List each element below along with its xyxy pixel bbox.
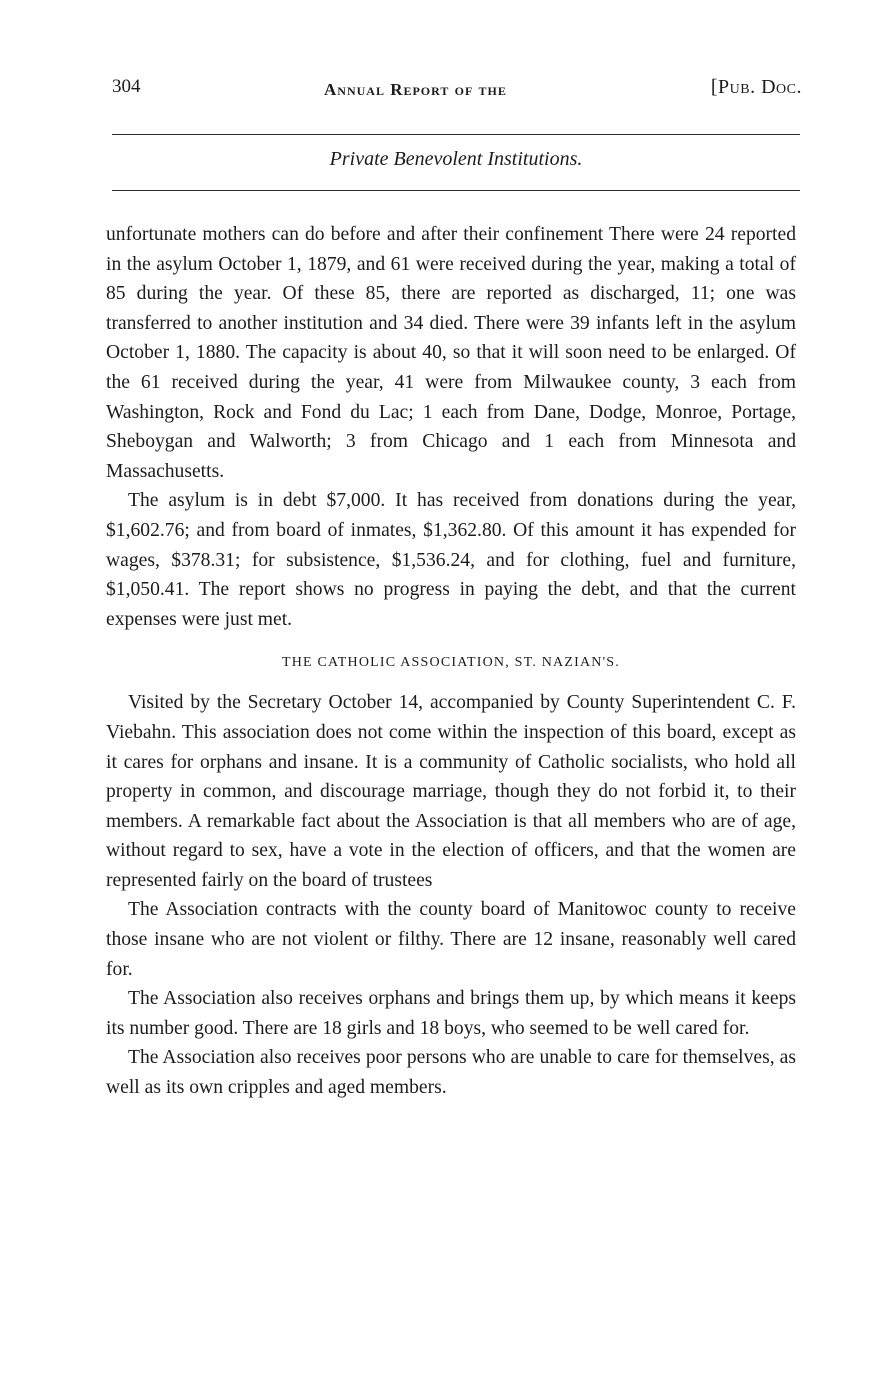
section-title: Private Benevolent Institutions.: [329, 148, 583, 170]
paragraph-asylum-finances: The asylum is in debt $7,000. It has received from donations during the year, $1,602.76; and from board of inmates, $1,362.80. Of this amount it has expended for wages, $378.31; for subsistence, $1,536.24, and for clothing, fuel and furniture, $1,050.41. The report shows no progress in paying the debt, and that the current expenses were just met.: [106, 490, 796, 630]
body-text: [106, 220, 796, 1103]
paragraph-catholic-association: Visited by the Secretary October 14, accompanied by County Superintendent C. F. Viebahn. This association does not come within the inspection of this board, except as it cares for orphans and insane. It is a community of Catholic socialists, who hold all property in common, and discourage marriage, though they do not forbid it, to their members. A remarkable fact about the Association is that all members who are of age, without regard to sex, have a vote in the election of officers, and that the women are represented fairly on the board of trustees: [106, 692, 796, 891]
paragraph-insane: The Association contracts with the county board of Manitowoc county to receive those insane who are not violent or filthy. There are 12 insane, reasonably well cared for.: [106, 899, 796, 980]
running-head: [112, 76, 802, 106]
paragraph-poor-persons: The Association also receives poor persons who are unable to care for themselves, as well as its own cripples and aged members.: [106, 1047, 796, 1099]
paragraph-orphans: The Association also receives orphans and brings them up, by which means it keeps its number good. There are 18 girls and 18 boys, who seemed to be well cared for.: [106, 988, 796, 1039]
page-number: 304: [112, 76, 141, 97]
document-type: [Pub. Doc.: [710, 76, 802, 98]
paragraph-continued: unfortunate mothers can do before and after their confinement There were 24 reported in the asylum October 1, 1879, and 61 were received during the year, making a total of 85 during the year. Of these 85, there are reported as discharged, 11; one was transferred to another institution and 34 died. There were 39 infants left in the asylum October 1, 1880. The capacity is about 40, so that it will soon need to be enlarged. Of the 61 received during the year, 41 were from Milwaukee county, 3 each from Washington, Rock and Fond du Lac; 1 each from Dane, Dodge, Monroe, Portage, Sheboygan and Walworth; 3 from Chicago and 1 each from Minnesota and Massachusetts.: [106, 224, 796, 482]
top-rule: [112, 134, 800, 135]
bottom-rule: [112, 190, 800, 191]
subsection-heading: THE CATHOLIC ASSOCIATION, ST. NAZIAN'S.: [281, 655, 620, 671]
report-title: Annual Report of the: [324, 80, 507, 99]
